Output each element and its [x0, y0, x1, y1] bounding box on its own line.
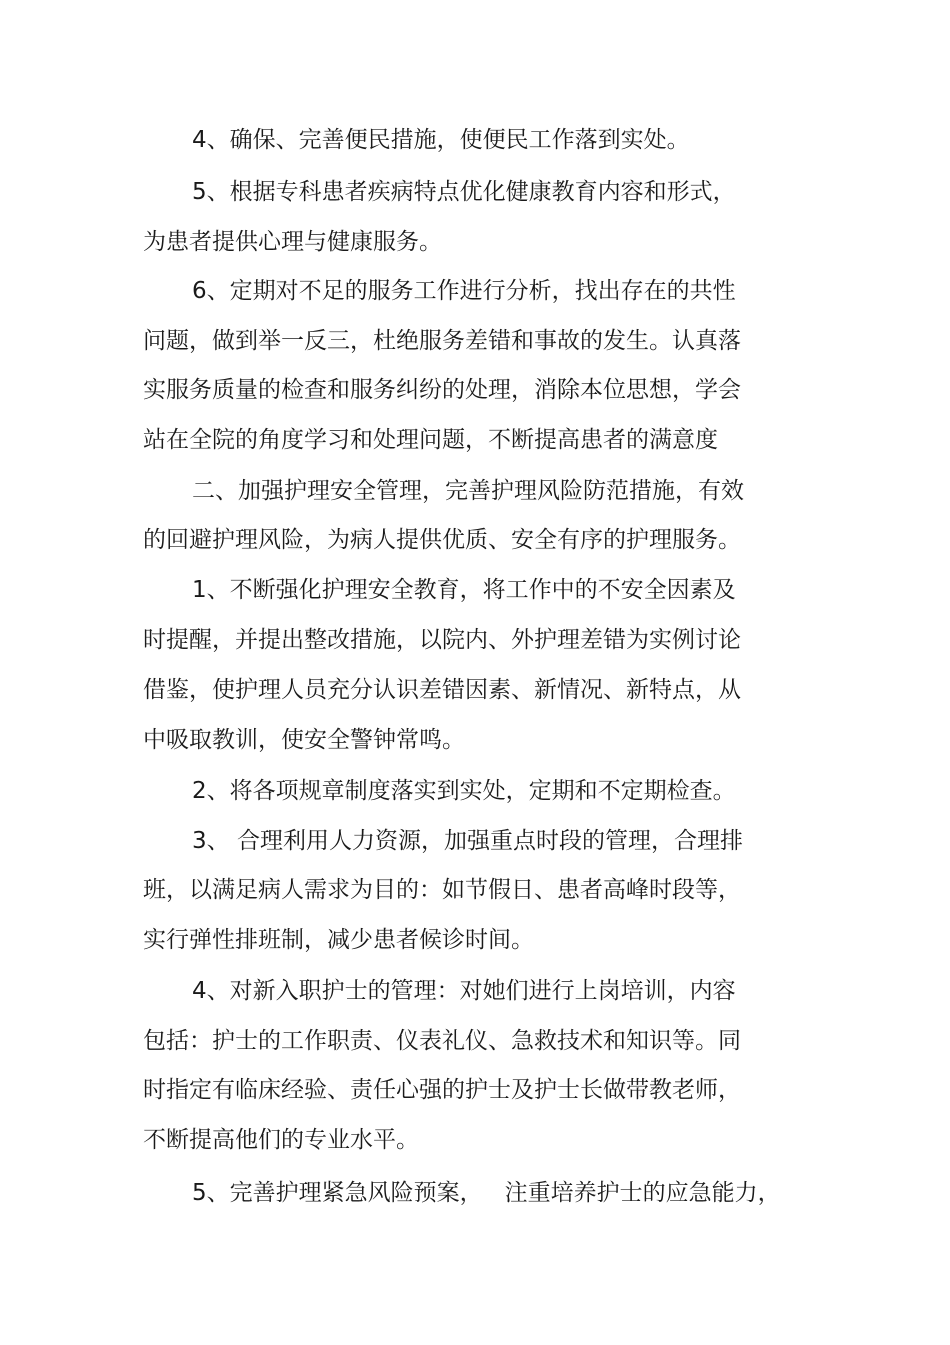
text-line-21: 不断提高他们的专业水平。: [143, 1127, 419, 1153]
text-line-7: 站在全院的角度学习和处理问题，不断提高患者的满意度: [143, 427, 718, 453]
text-line-17: 实行弹性排班制，减少患者候诊时间。: [143, 927, 534, 953]
text-line-6: 实服务质量的检查和服务纠纷的处理，消除本位思想，学会: [143, 377, 741, 403]
text-line-19: 包括：护士的工作职责、仪表礼仪、急救技术和知识等。同: [143, 1028, 741, 1054]
text-line-3: 为患者提供心理与健康服务。: [143, 229, 442, 255]
text-line-1: 4、确保、完善便民措施，使便民工作落到实处。: [192, 127, 690, 153]
text-line-18: 4、对新入职护士的管理：对她们进行上岗培训，内容: [192, 978, 736, 1004]
text-line-16: 班，以满足病人需求为目的：如节假日、患者高峰时段等，: [143, 877, 741, 903]
text-line-12: 借鉴，使护理人员充分认识差错因素、新情况、新特点，从: [143, 677, 741, 703]
text-line-14: 2、将各项规章制度落实到实处，定期和不定期检查。: [192, 778, 736, 804]
text-line-4: 6、定期对不足的服务工作进行分析，找出存在的共性: [192, 278, 736, 304]
text-line-20: 时指定有临床经验、责任心强的护士及护士长做带教老师，: [143, 1077, 741, 1103]
text-line-15: 3、 合理利用人力资源，加强重点时段的管理，合理排: [192, 828, 743, 854]
text-line-13: 中吸取教训，使安全警钟常鸣。: [143, 727, 465, 753]
text-line-22: 5、完善护理紧急风险预案， 注重培养护士的应急能力，: [192, 1180, 781, 1206]
text-line-10: 1、不断强化护理安全教育，将工作中的不安全因素及: [192, 577, 736, 603]
text-line-8: 二、加强护理安全管理，完善护理风险防范措施，有效: [192, 478, 744, 504]
text-line-2: 5、根据专科患者疾病特点优化健康教育内容和形式，: [192, 179, 736, 205]
text-line-5: 问题，做到举一反三，杜绝服务差错和事故的发生。认真落: [143, 328, 741, 354]
text-line-11: 时提醒，并提出整改措施，以院内、外护理差错为实例讨论: [143, 627, 741, 653]
text-line-9: 的回避护理风险，为病人提供优质、安全有序的护理服务。: [143, 527, 741, 553]
